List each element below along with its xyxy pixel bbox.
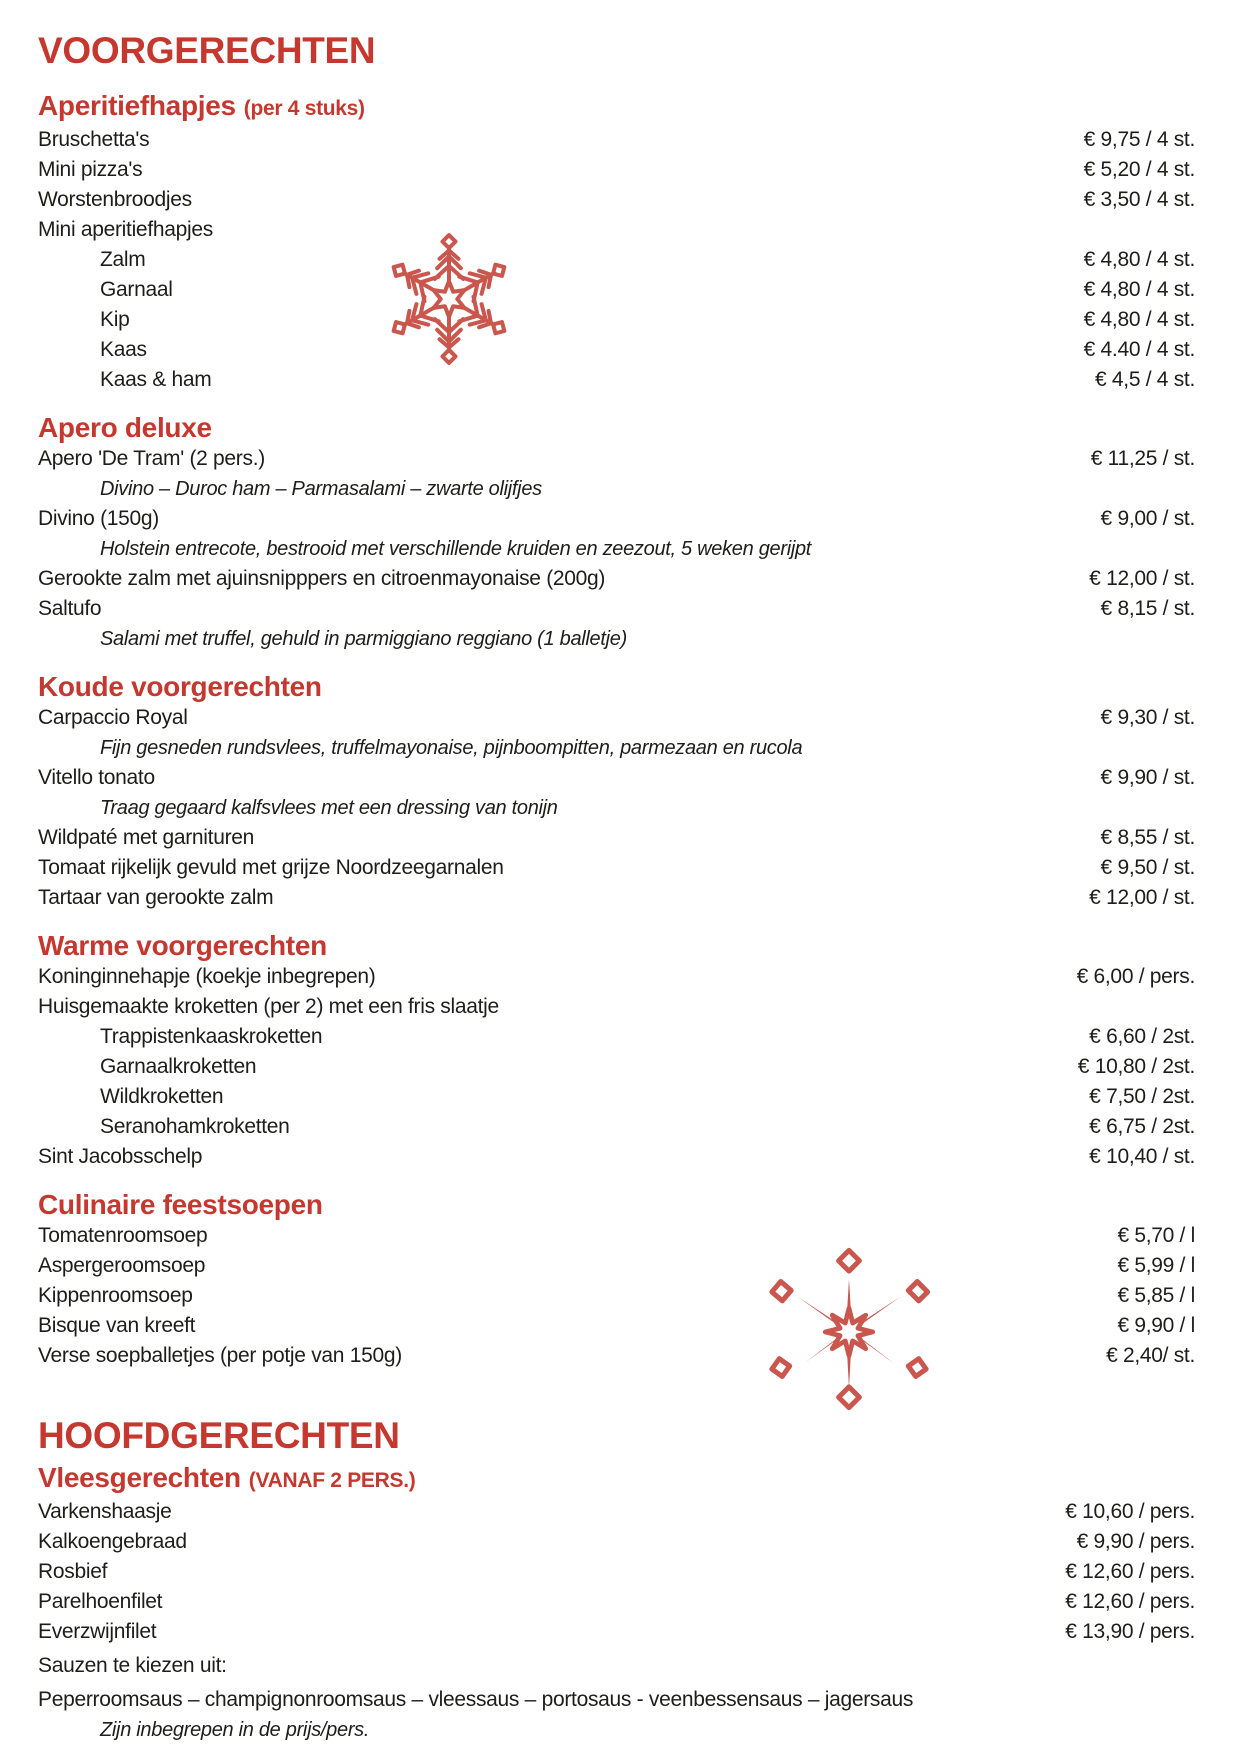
item-price: € 12,60 / pers. bbox=[1065, 1590, 1195, 1613]
starters-sections bbox=[38, 89, 1195, 1371]
sparkle-star-icon bbox=[760, 1240, 938, 1418]
menu-item-row bbox=[38, 1587, 1195, 1617]
menu-item-row bbox=[38, 245, 1195, 275]
item-name: Everzwijnfilet bbox=[38, 1620, 157, 1643]
menu-item-row bbox=[38, 1112, 1195, 1142]
item-name: Sint Jacobsschelp bbox=[38, 1145, 203, 1168]
item-price: € 6,00 / pers. bbox=[1076, 965, 1195, 988]
section-title bbox=[38, 929, 1195, 962]
item-description: Traag gegaard kalfsvlees met een dressing van tonijn bbox=[100, 797, 558, 819]
item-price: € 2,40/ st. bbox=[1106, 1344, 1195, 1367]
item-price: € 5,85 / l bbox=[1117, 1284, 1195, 1307]
menu-item-row bbox=[38, 1142, 1195, 1172]
menu-item-row bbox=[38, 823, 1195, 853]
item-name: Zalm bbox=[100, 248, 146, 271]
menu-item-row bbox=[38, 763, 1195, 793]
item-name: Tomatenroomsoep bbox=[38, 1224, 208, 1247]
mains-sections bbox=[38, 1461, 1195, 1647]
item-price: € 3,50 / 4 st. bbox=[1083, 188, 1195, 211]
item-price: € 4,5 / 4 st. bbox=[1095, 368, 1195, 391]
menu-item-row bbox=[38, 444, 1195, 474]
item-name: Saltufo bbox=[38, 597, 102, 620]
menu-item-row bbox=[38, 992, 1195, 1022]
menu-item-row bbox=[38, 1221, 1195, 1251]
item-price: € 7,50 / 2st. bbox=[1089, 1085, 1195, 1108]
item-name: Bisque van kreeft bbox=[38, 1314, 196, 1337]
item-name: Mini pizza's bbox=[38, 158, 143, 181]
menu-item-row bbox=[38, 1251, 1195, 1281]
section-title-text: Koude voorgerechten bbox=[38, 671, 322, 702]
item-price: € 4,80 / 4 st. bbox=[1083, 278, 1195, 301]
item-name: Tomaat rijkelijk gevuld met grijze Noordzeegarnalen bbox=[38, 856, 504, 879]
section-title bbox=[38, 670, 1195, 703]
section-title-suffix: (VANAF 2 PERS.) bbox=[248, 1469, 416, 1492]
section-title bbox=[38, 1188, 1195, 1221]
menu-item-row bbox=[38, 1341, 1195, 1371]
item-price: € 4,80 / 4 st. bbox=[1083, 308, 1195, 331]
menu-item-row bbox=[38, 1022, 1195, 1052]
item-price: € 4,80 / 4 st. bbox=[1083, 248, 1195, 271]
menu-item-row bbox=[38, 155, 1195, 185]
section-title-text: Vleesgerechten bbox=[38, 1462, 241, 1493]
item-name: Mini aperitiefhapjes bbox=[38, 218, 213, 241]
item-price: € 8,15 / st. bbox=[1100, 597, 1195, 620]
menu-item-row bbox=[38, 365, 1195, 395]
menu-item-row bbox=[38, 1557, 1195, 1587]
item-name: Verse soepballetjes (per potje van 150g) bbox=[38, 1344, 402, 1367]
item-name: Garnaal bbox=[100, 278, 173, 301]
menu-item-row bbox=[38, 1497, 1195, 1527]
item-price: € 9,30 / st. bbox=[1100, 706, 1195, 729]
sauces-list: Peperroomsaus – champignonroomsaus – vleessaus – portosaus - veenbessensaus – jagersaus bbox=[38, 1688, 914, 1711]
section-title-text: Aperitiefhapjes bbox=[38, 90, 236, 121]
section-title-text: Warme voorgerechten bbox=[38, 930, 327, 961]
item-description: Salami met truffel, gehuld in parmiggiano reggiano (1 balletje) bbox=[100, 628, 627, 650]
menu-item-row bbox=[38, 962, 1195, 992]
section-title-text: Apero deluxe bbox=[38, 412, 212, 443]
item-price: € 4.40 / 4 st. bbox=[1083, 338, 1195, 361]
item-price: € 11,25 / st. bbox=[1090, 447, 1195, 470]
part1-title: VOORGERECHTEN bbox=[38, 30, 376, 71]
item-name: Carpaccio Royal bbox=[38, 706, 188, 729]
menu-item-row bbox=[38, 1617, 1195, 1647]
item-price: € 9,90 / l bbox=[1117, 1314, 1195, 1337]
menu-item-row bbox=[38, 1281, 1195, 1311]
menu-item-row bbox=[38, 125, 1195, 155]
section-title bbox=[38, 411, 1195, 444]
menu-item-row bbox=[38, 1527, 1195, 1557]
item-name: Kaas bbox=[100, 338, 147, 361]
item-price: € 10,60 / pers. bbox=[1065, 1500, 1195, 1523]
menu-item-row bbox=[38, 305, 1195, 335]
item-name: Kippenroomsoep bbox=[38, 1284, 193, 1307]
section-title bbox=[38, 89, 1195, 125]
section-title-suffix: (per 4 stuks) bbox=[243, 97, 365, 120]
menu-item-row bbox=[38, 564, 1195, 594]
sauces-intro: Sauzen te kiezen uit: bbox=[38, 1654, 227, 1677]
item-name: Apero 'De Tram' (2 pers.) bbox=[38, 447, 265, 470]
item-name: Rosbief bbox=[38, 1560, 108, 1583]
menu-item-row bbox=[38, 185, 1195, 215]
item-name: Wildpaté met garnituren bbox=[38, 826, 255, 849]
item-name: Aspergeroomsoep bbox=[38, 1254, 206, 1277]
item-price: € 10,80 / 2st. bbox=[1077, 1055, 1195, 1078]
menu-item-row bbox=[38, 594, 1195, 624]
item-name: Gerookte zalm met ajuinsnipppers en citroenmayonaise (200g) bbox=[38, 567, 606, 590]
section-title bbox=[38, 1461, 1195, 1497]
menu-item-row bbox=[38, 275, 1195, 305]
item-name: Varkenshaasje bbox=[38, 1500, 172, 1523]
item-price: € 5,20 / 4 st. bbox=[1083, 158, 1195, 181]
item-price: € 12,00 / st. bbox=[1089, 567, 1195, 590]
item-price: € 8,55 / st. bbox=[1100, 826, 1195, 849]
item-name: Divino (150g) bbox=[38, 507, 159, 530]
item-name: Parelhoenfilet bbox=[38, 1590, 163, 1613]
item-name: Garnaalkroketten bbox=[100, 1055, 257, 1078]
menu-item-row bbox=[38, 215, 1195, 245]
item-price: € 9,00 / st. bbox=[1100, 507, 1195, 530]
item-price: € 9,75 / 4 st. bbox=[1083, 128, 1195, 151]
menu-item-row bbox=[38, 853, 1195, 883]
item-price: € 13,90 / pers. bbox=[1065, 1620, 1195, 1643]
item-name: Kaas & ham bbox=[100, 368, 212, 391]
item-price: € 5,99 / l bbox=[1117, 1254, 1195, 1277]
item-price: € 9,90 / st. bbox=[1100, 766, 1195, 789]
item-name: Huisgemaakte kroketten (per 2) met een fris slaatje bbox=[38, 995, 499, 1018]
item-description: Fijn gesneden rundsvlees, truffelmayonaise, pijnboompitten, parmezaan en rucola bbox=[100, 737, 803, 759]
item-name: Vitello tonato bbox=[38, 766, 155, 789]
item-price: € 10,40 / st. bbox=[1089, 1145, 1195, 1168]
item-name: Bruschetta's bbox=[38, 128, 150, 151]
menu-item-row bbox=[38, 883, 1195, 913]
item-price: € 5,70 / l bbox=[1117, 1224, 1195, 1247]
part2-title: HOOFDGERECHTEN bbox=[38, 1415, 400, 1456]
item-name: Kip bbox=[100, 308, 130, 331]
item-price: € 12,00 / st. bbox=[1089, 886, 1195, 909]
item-name: Tartaar van gerookte zalm bbox=[38, 886, 274, 909]
menu-item-row bbox=[38, 335, 1195, 365]
snowflake-icon bbox=[378, 228, 520, 370]
item-price: € 12,60 / pers. bbox=[1065, 1560, 1195, 1583]
item-price: € 6,60 / 2st. bbox=[1089, 1025, 1195, 1048]
item-name: Seranohamkroketten bbox=[100, 1115, 290, 1138]
item-name: Worstenbroodjes bbox=[38, 188, 192, 211]
section-title-text: Culinaire feestsoepen bbox=[38, 1189, 323, 1220]
menu-item-row bbox=[38, 1052, 1195, 1082]
item-name: Koninginnehapje (koekje inbegrepen) bbox=[38, 965, 376, 988]
item-price: € 9,50 / st. bbox=[1100, 856, 1195, 879]
item-price: € 6,75 / 2st. bbox=[1089, 1115, 1195, 1138]
sauces-footer bbox=[38, 1651, 1195, 1745]
item-description: Holstein entrecote, bestrooid met verschillende kruiden en zeezout, 5 weken gerijpt bbox=[100, 538, 812, 560]
item-name: Wildkroketten bbox=[100, 1085, 224, 1108]
item-name: Trappistenkaaskroketten bbox=[100, 1025, 323, 1048]
sauces-note: Zijn inbegrepen in de prijs/pers. bbox=[100, 1719, 370, 1741]
menu-item-row bbox=[38, 1082, 1195, 1112]
item-description: Divino – Duroc ham – Parmasalami – zwarte olijfjes bbox=[100, 478, 542, 500]
menu-item-row bbox=[38, 1311, 1195, 1341]
item-price: € 9,90 / pers. bbox=[1076, 1530, 1195, 1553]
menu-item-row bbox=[38, 703, 1195, 733]
menu-item-row bbox=[38, 504, 1195, 534]
item-name: Kalkoengebraad bbox=[38, 1530, 187, 1553]
